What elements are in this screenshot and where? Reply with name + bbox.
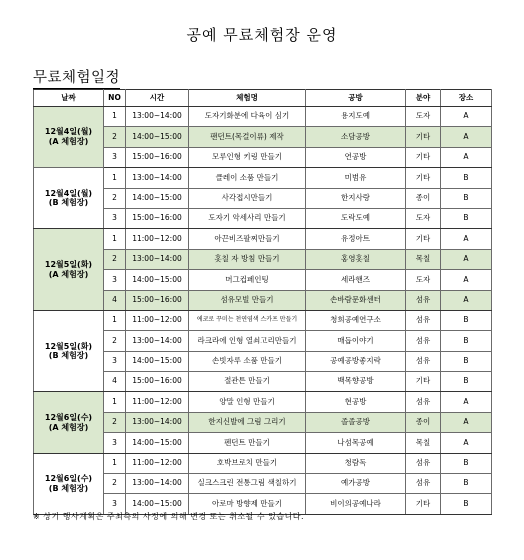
program-cell: 손빗자루 소품 만들기 (189, 351, 306, 371)
header-no: NO (104, 90, 126, 107)
time-cell: 14:00~15:00 (126, 270, 189, 290)
no-cell: 2 (104, 474, 126, 494)
time-cell: 14:00~15:00 (126, 127, 189, 147)
footnote: ※ 상기 행사계획은 주최측의 사정에 의해 변경 또는 취소될 수 있습니다. (33, 512, 305, 521)
field-cell: 기타 (406, 127, 441, 147)
time-cell: 15:00~16:00 (126, 147, 189, 167)
header-program: 체험명 (189, 90, 306, 107)
time-cell: 13:00~14:00 (126, 474, 189, 494)
time-cell: 13:00~14:00 (126, 249, 189, 269)
place-cell: A (441, 127, 492, 147)
header-time: 시간 (126, 90, 189, 107)
table-row (34, 392, 492, 412)
time-cell: 14:00~15:00 (126, 351, 189, 371)
program-cell: 섬유모빌 만들기 (189, 290, 306, 310)
no-cell: 4 (104, 372, 126, 392)
field-cell: 섬유 (406, 310, 441, 330)
no-cell: 1 (104, 107, 126, 127)
time-cell: 15:00~16:00 (126, 290, 189, 310)
program-cell: 한지신발에 그림 그리기 (189, 412, 306, 432)
table-header-row (34, 90, 492, 107)
program-cell: 홋칠 자 방침 만들기 (189, 249, 306, 269)
studio-cell: 연공방 (306, 147, 406, 167)
place-cell: B (441, 372, 492, 392)
time-cell: 11:00~12:00 (126, 310, 189, 330)
time-cell: 13:00~14:00 (126, 107, 189, 127)
place-cell: A (441, 107, 492, 127)
place-cell: B (441, 453, 492, 473)
no-cell: 3 (104, 208, 126, 228)
studio-cell: 현공방 (306, 392, 406, 412)
field-cell: 기타 (406, 494, 441, 514)
program-cell: 모루인형 키링 만들기 (189, 147, 306, 167)
time-cell: 14:00~15:00 (126, 494, 189, 514)
time-cell: 15:00~16:00 (126, 372, 189, 392)
no-cell: 3 (104, 494, 126, 514)
no-cell: 1 (104, 392, 126, 412)
no-cell: 2 (104, 412, 126, 432)
no-cell: 1 (104, 168, 126, 188)
program-cell: 사각접시만들기 (189, 188, 306, 208)
no-cell: 1 (104, 453, 126, 473)
header-field: 분야 (406, 90, 441, 107)
schedule-table (33, 89, 492, 515)
studio-cell: 청람독 (306, 453, 406, 473)
place-cell: B (441, 310, 492, 330)
studio-cell: 유정아트 (306, 229, 406, 249)
time-cell: 11:00~12:00 (126, 392, 189, 412)
date-cell: 12월6일(수) (A 체험장) (34, 392, 104, 453)
table-row (34, 453, 492, 473)
field-cell: 기타 (406, 229, 441, 249)
place-cell: B (441, 188, 492, 208)
studio-cell: 미범유 (306, 168, 406, 188)
program-cell: 머그컵페인팅 (189, 270, 306, 290)
studio-cell: 한지사랑 (306, 188, 406, 208)
time-cell: 11:00~12:00 (126, 453, 189, 473)
table-row (34, 229, 492, 249)
field-cell: 섬유 (406, 474, 441, 494)
no-cell: 3 (104, 351, 126, 371)
no-cell: 1 (104, 310, 126, 330)
studio-cell: 홍영홋칠 (306, 249, 406, 269)
table-row (34, 107, 492, 127)
header-place: 장소 (441, 90, 492, 107)
place-cell: A (441, 290, 492, 310)
date-cell: 12월6일(수) (B 체험장) (34, 453, 104, 514)
program-cell: 호박브로치 만들기 (189, 453, 306, 473)
studio-cell: 졸졸공방 (306, 412, 406, 432)
field-cell: 목칠 (406, 433, 441, 453)
place-cell: B (441, 351, 492, 371)
time-cell: 13:00~14:00 (126, 168, 189, 188)
field-cell: 도자 (406, 270, 441, 290)
program-cell: 라크라에 인형 열쇠고리만들기 (189, 331, 306, 351)
field-cell: 섬유 (406, 392, 441, 412)
program-cell: 절관튼 만들기 (189, 372, 306, 392)
field-cell: 기타 (406, 147, 441, 167)
header-studio: 공방 (306, 90, 406, 107)
studio-cell: 공예공방좋지락 (306, 351, 406, 371)
program-cell: 에코로 꾸미는 천연염색 스카프 만들기 (189, 310, 306, 330)
field-cell: 목칠 (406, 249, 441, 269)
place-cell: B (441, 168, 492, 188)
studio-cell: 비이의공예나라 (306, 494, 406, 514)
date-cell: 12월4일(월) (B 체험장) (34, 168, 104, 229)
no-cell: 2 (104, 249, 126, 269)
header-date: 날짜 (34, 90, 104, 107)
program-cell: 아로마 방향제 만들기 (189, 494, 306, 514)
time-cell: 13:00~14:00 (126, 412, 189, 432)
document-title: 공예 무료체험장 운영 (186, 26, 338, 44)
time-cell: 13:00~14:00 (126, 331, 189, 351)
studio-cell: 소담공방 (306, 127, 406, 147)
place-cell: A (441, 147, 492, 167)
field-cell: 섬유 (406, 453, 441, 473)
field-cell: 종이 (406, 188, 441, 208)
place-cell: B (441, 331, 492, 351)
studio-cell: 예가공방 (306, 474, 406, 494)
studio-cell: 도락도예 (306, 208, 406, 228)
studio-cell: 백목향공방 (306, 372, 406, 392)
table-row (34, 168, 492, 188)
no-cell: 3 (104, 147, 126, 167)
section-title: 무료체험일정 (33, 66, 120, 89)
date-cell: 12월5일(화) (A 체험장) (34, 229, 104, 311)
no-cell: 4 (104, 290, 126, 310)
program-cell: 도자기화분에 다육이 심기 (189, 107, 306, 127)
date-cell: 12월4일(월) (A 체험장) (34, 107, 104, 168)
place-cell: A (441, 270, 492, 290)
place-cell: A (441, 229, 492, 249)
place-cell: A (441, 412, 492, 432)
program-cell: 도자기 악세사리 만들기 (189, 208, 306, 228)
program-cell: 클레이 소품 만들기 (189, 168, 306, 188)
studio-cell: 손바람문화센터 (306, 290, 406, 310)
program-cell: 펜던트 만들기 (189, 433, 306, 453)
studio-cell: 청희공예연구소 (306, 310, 406, 330)
table-row (34, 310, 492, 330)
place-cell: A (441, 249, 492, 269)
program-cell: 양말 인형 만들기 (189, 392, 306, 412)
studio-cell: 세라핸즈 (306, 270, 406, 290)
field-cell: 섬유 (406, 351, 441, 371)
time-cell: 15:00~16:00 (126, 208, 189, 228)
place-cell: B (441, 474, 492, 494)
no-cell: 2 (104, 127, 126, 147)
studio-cell: 나섬목공예 (306, 433, 406, 453)
no-cell: 1 (104, 229, 126, 249)
place-cell: A (441, 433, 492, 453)
time-cell: 14:00~15:00 (126, 433, 189, 453)
field-cell: 도자 (406, 107, 441, 127)
field-cell: 섬유 (406, 290, 441, 310)
no-cell: 3 (104, 270, 126, 290)
no-cell: 3 (104, 433, 126, 453)
field-cell: 도자 (406, 208, 441, 228)
field-cell: 기타 (406, 372, 441, 392)
studio-cell: 매듭이야기 (306, 331, 406, 351)
program-cell: 아끈비즈팔찌만들기 (189, 229, 306, 249)
program-cell: 실크스크린 전통그림 색칠하기 (189, 474, 306, 494)
field-cell: 기타 (406, 168, 441, 188)
date-cell: 12월5일(화) (B 체험장) (34, 310, 104, 392)
time-cell: 14:00~15:00 (126, 188, 189, 208)
no-cell: 2 (104, 188, 126, 208)
studio-cell: 용지도예 (306, 107, 406, 127)
time-cell: 11:00~12:00 (126, 229, 189, 249)
program-cell: 팬던트(목걸이류) 제작 (189, 127, 306, 147)
place-cell: A (441, 392, 492, 412)
field-cell: 종이 (406, 412, 441, 432)
field-cell: 섬유 (406, 331, 441, 351)
no-cell: 2 (104, 331, 126, 351)
place-cell: B (441, 494, 492, 514)
place-cell: B (441, 208, 492, 228)
